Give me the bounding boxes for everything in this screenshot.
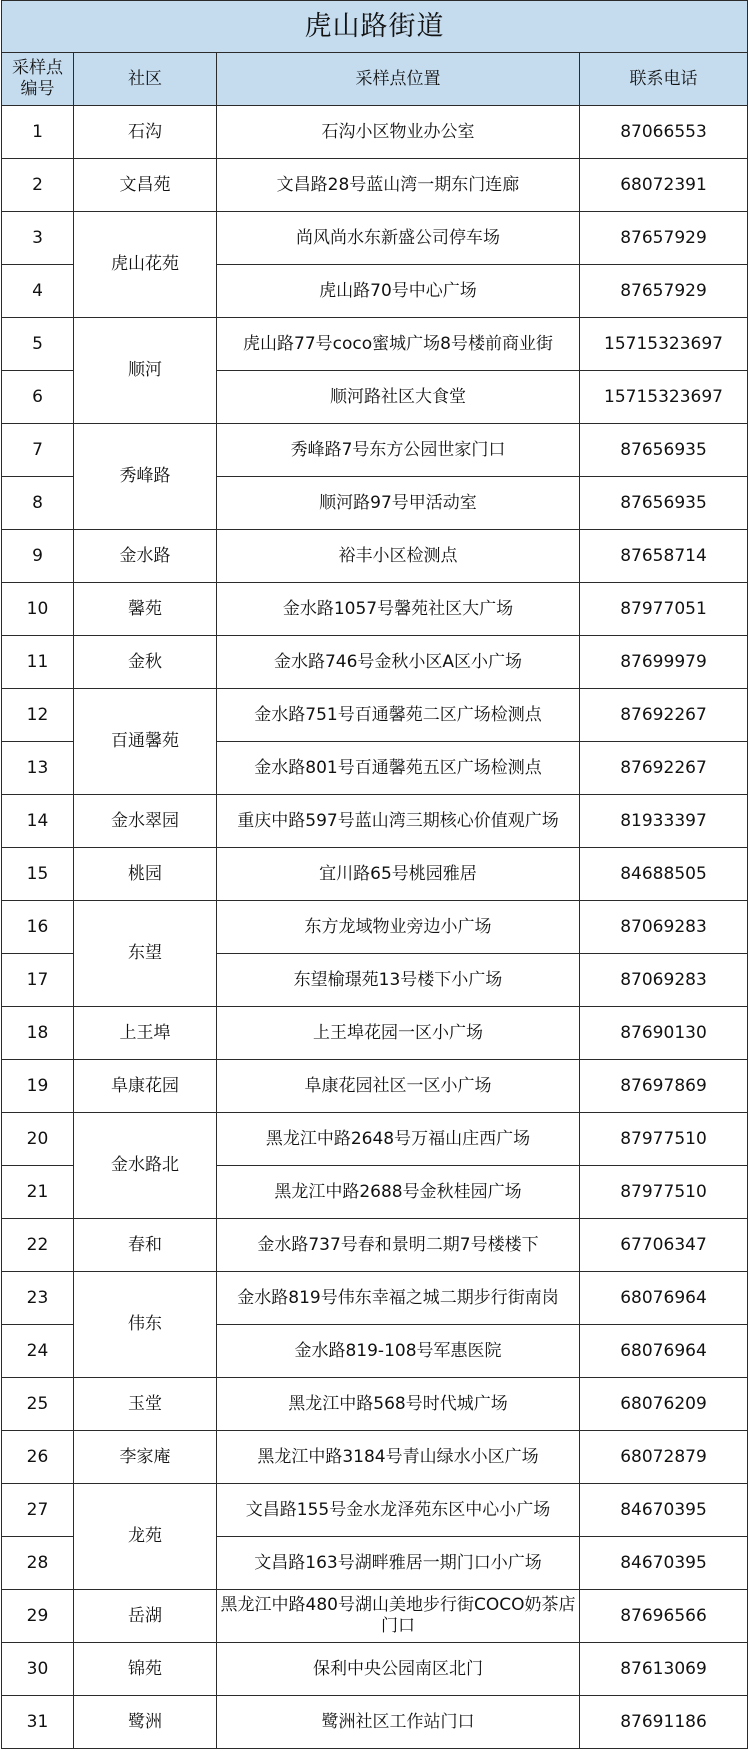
cell-id: 8 (2, 477, 74, 530)
cell-phone: 68076964 (580, 1272, 748, 1325)
cell-location: 上王埠花园一区小广场 (217, 1007, 580, 1060)
table-row (2, 1007, 748, 1060)
table-row (2, 1643, 748, 1696)
table-body (2, 106, 748, 1749)
cell-location: 虎山路77号coco蜜城广场8号楼前商业街 (217, 318, 580, 371)
cell-phone: 87690130 (580, 1007, 748, 1060)
cell-phone: 87691186 (580, 1696, 748, 1749)
cell-community: 金水翠园 (74, 795, 217, 848)
cell-community: 锦苑 (74, 1643, 217, 1696)
cell-phone: 87697869 (580, 1060, 748, 1113)
cell-location: 东望榆璟苑13号楼下小广场 (217, 954, 580, 1007)
cell-location: 金水路801号百通馨苑五区广场检测点 (217, 742, 580, 795)
cell-location: 文昌路163号湖畔雅居一期门口小广场 (217, 1537, 580, 1590)
cell-id: 19 (2, 1060, 74, 1113)
cell-location: 东方龙域物业旁边小广场 (217, 901, 580, 954)
cell-community: 上王埠 (74, 1007, 217, 1060)
cell-location: 尚风尚水东新盛公司停车场 (217, 212, 580, 265)
cell-location: 文昌路155号金水龙泽苑东区中心小广场 (217, 1484, 580, 1537)
cell-location: 裕丰小区检测点 (217, 530, 580, 583)
table-row (2, 795, 748, 848)
table-row (2, 530, 748, 583)
cell-phone: 87066553 (580, 106, 748, 159)
table-row (2, 1378, 748, 1431)
cell-location: 秀峰路7号东方公园世家门口 (217, 424, 580, 477)
header-phone: 联系电话 (580, 53, 748, 106)
cell-phone: 87699979 (580, 636, 748, 689)
cell-location: 金水路1057号馨苑社区大广场 (217, 583, 580, 636)
cell-id: 27 (2, 1484, 74, 1537)
cell-community: 石沟 (74, 106, 217, 159)
cell-community: 文昌苑 (74, 159, 217, 212)
cell-location: 文昌路28号蓝山湾一期东门连廊 (217, 159, 580, 212)
table-title: 虎山路街道 (2, 1, 748, 53)
cell-community: 鹭洲 (74, 1696, 217, 1749)
cell-location: 宜川路65号桃园雅居 (217, 848, 580, 901)
cell-community: 李家庵 (74, 1431, 217, 1484)
cell-id: 23 (2, 1272, 74, 1325)
header-community: 社区 (74, 53, 217, 106)
cell-phone: 84688505 (580, 848, 748, 901)
cell-id: 2 (2, 159, 74, 212)
cell-id: 16 (2, 901, 74, 954)
table-row (2, 159, 748, 212)
cell-phone: 87977510 (580, 1166, 748, 1219)
cell-id: 31 (2, 1696, 74, 1749)
table-row (2, 901, 748, 954)
cell-location: 金水路819-108号军惠医院 (217, 1325, 580, 1378)
table-row (2, 1696, 748, 1749)
cell-phone: 84670395 (580, 1484, 748, 1537)
cell-id: 7 (2, 424, 74, 477)
cell-id: 15 (2, 848, 74, 901)
cell-phone: 68072879 (580, 1431, 748, 1484)
table-row (2, 636, 748, 689)
cell-id: 6 (2, 371, 74, 424)
cell-location: 保利中央公园南区北门 (217, 1643, 580, 1696)
cell-id: 18 (2, 1007, 74, 1060)
cell-community: 龙苑 (74, 1484, 217, 1590)
cell-community: 阜康花园 (74, 1060, 217, 1113)
cell-id: 11 (2, 636, 74, 689)
table-row (2, 1484, 748, 1537)
cell-phone: 15715323697 (580, 318, 748, 371)
table-row (2, 848, 748, 901)
cell-phone: 67706347 (580, 1219, 748, 1272)
cell-id: 5 (2, 318, 74, 371)
cell-community: 岳湖 (74, 1590, 217, 1643)
cell-location: 金水路751号百通馨苑二区广场检测点 (217, 689, 580, 742)
cell-id: 26 (2, 1431, 74, 1484)
table-row (2, 212, 748, 265)
cell-community: 秀峰路 (74, 424, 217, 530)
cell-id: 22 (2, 1219, 74, 1272)
cell-id: 9 (2, 530, 74, 583)
cell-id: 1 (2, 106, 74, 159)
table-row (2, 1272, 748, 1325)
cell-phone: 68076209 (580, 1378, 748, 1431)
cell-location: 顺河路97号甲活动室 (217, 477, 580, 530)
table-row (2, 583, 748, 636)
table-row (2, 1590, 748, 1643)
cell-community: 桃园 (74, 848, 217, 901)
cell-community: 百通馨苑 (74, 689, 217, 795)
cell-community: 玉堂 (74, 1378, 217, 1431)
table-row (2, 424, 748, 477)
table-row (2, 318, 748, 371)
cell-id: 24 (2, 1325, 74, 1378)
cell-location: 黑龙江中路568号时代城广场 (217, 1378, 580, 1431)
sampling-points-table (1, 0, 748, 1749)
cell-location: 黑龙江中路2648号万福山庄西广场 (217, 1113, 580, 1166)
cell-phone: 87656935 (580, 424, 748, 477)
cell-location: 虎山路70号中心广场 (217, 265, 580, 318)
title-row (2, 1, 748, 53)
header-id: 采样点编号 (2, 53, 74, 106)
cell-location: 鹭洲社区工作站门口 (217, 1696, 580, 1749)
cell-id: 20 (2, 1113, 74, 1166)
header-row (2, 53, 748, 106)
table-row (2, 1219, 748, 1272)
table-row (2, 1431, 748, 1484)
cell-id: 30 (2, 1643, 74, 1696)
cell-phone: 15715323697 (580, 371, 748, 424)
cell-location: 金水路737号春和景明二期7号楼楼下 (217, 1219, 580, 1272)
cell-phone: 68072391 (580, 159, 748, 212)
cell-community: 春和 (74, 1219, 217, 1272)
cell-id: 21 (2, 1166, 74, 1219)
cell-id: 25 (2, 1378, 74, 1431)
cell-community: 伟东 (74, 1272, 217, 1378)
cell-phone: 84670395 (580, 1537, 748, 1590)
cell-id: 3 (2, 212, 74, 265)
cell-id: 13 (2, 742, 74, 795)
cell-community: 金水路北 (74, 1113, 217, 1219)
cell-phone: 87977510 (580, 1113, 748, 1166)
cell-phone: 87069283 (580, 954, 748, 1007)
cell-phone: 87069283 (580, 901, 748, 954)
cell-community: 顺河 (74, 318, 217, 424)
cell-location: 金水路819号伟东幸福之城二期步行街南岗 (217, 1272, 580, 1325)
cell-id: 10 (2, 583, 74, 636)
cell-phone: 87657929 (580, 265, 748, 318)
cell-id: 12 (2, 689, 74, 742)
cell-community: 金水路 (74, 530, 217, 583)
cell-phone: 68076964 (580, 1325, 748, 1378)
cell-community: 东望 (74, 901, 217, 1007)
cell-id: 14 (2, 795, 74, 848)
cell-community: 馨苑 (74, 583, 217, 636)
table-row (2, 1060, 748, 1113)
cell-id: 17 (2, 954, 74, 1007)
cell-location: 黑龙江中路480号湖山美地步行街COCO奶茶店门口 (217, 1590, 580, 1643)
cell-phone: 87657929 (580, 212, 748, 265)
cell-community: 虎山花苑 (74, 212, 217, 318)
cell-id: 4 (2, 265, 74, 318)
cell-phone: 87696566 (580, 1590, 748, 1643)
cell-phone: 87692267 (580, 689, 748, 742)
cell-location: 顺河路社区大食堂 (217, 371, 580, 424)
table-row (2, 1113, 748, 1166)
cell-location: 重庆中路597号蓝山湾三期核心价值观广场 (217, 795, 580, 848)
header-location: 采样点位置 (217, 53, 580, 106)
cell-location: 阜康花园社区一区小广场 (217, 1060, 580, 1113)
cell-phone: 87658714 (580, 530, 748, 583)
cell-community: 金秋 (74, 636, 217, 689)
cell-id: 29 (2, 1590, 74, 1643)
cell-location: 黑龙江中路2688号金秋桂园广场 (217, 1166, 580, 1219)
table-row (2, 106, 748, 159)
cell-phone: 87656935 (580, 477, 748, 530)
cell-id: 28 (2, 1537, 74, 1590)
cell-location: 石沟小区物业办公室 (217, 106, 580, 159)
table-row (2, 689, 748, 742)
cell-phone: 87977051 (580, 583, 748, 636)
cell-phone: 81933397 (580, 795, 748, 848)
cell-phone: 87613069 (580, 1643, 748, 1696)
cell-location: 黑龙江中路3184号青山绿水小区广场 (217, 1431, 580, 1484)
cell-phone: 87692267 (580, 742, 748, 795)
cell-location: 金水路746号金秋小区A区小广场 (217, 636, 580, 689)
